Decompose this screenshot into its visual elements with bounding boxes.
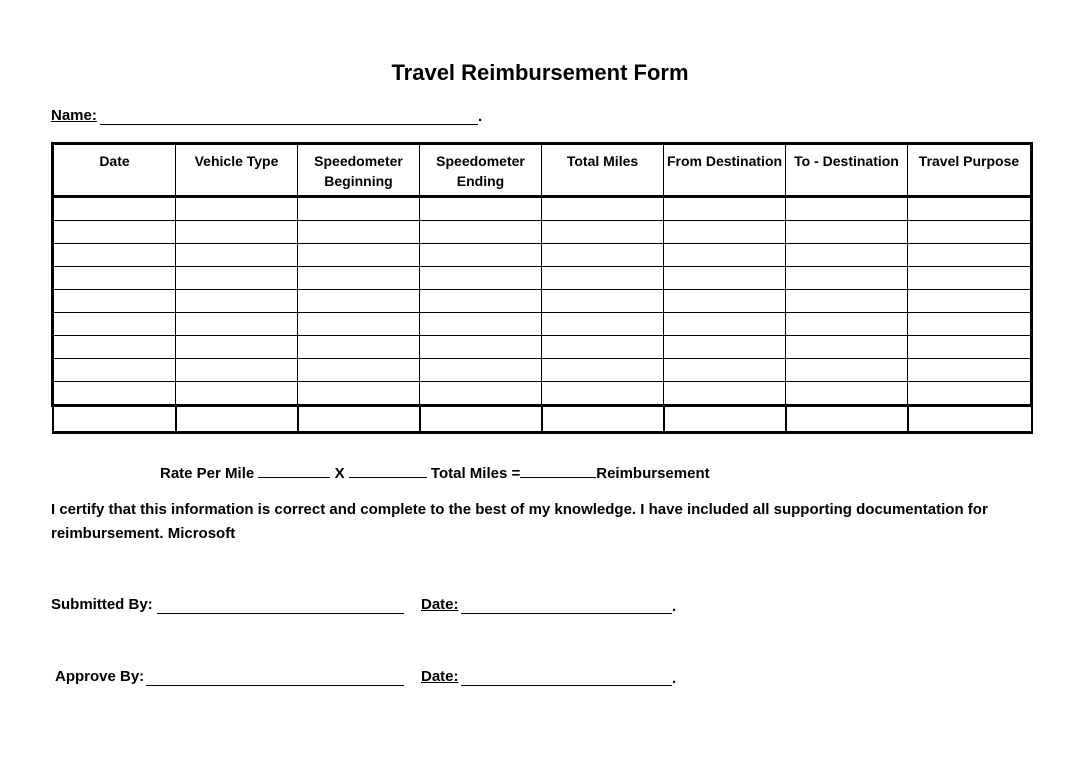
- table-cell[interactable]: [664, 290, 786, 313]
- name-label: Name:: [51, 107, 97, 124]
- submitted-terminator: .: [672, 598, 677, 615]
- table-cell[interactable]: [298, 221, 420, 244]
- submitted-date-field[interactable]: [461, 613, 672, 614]
- reimbursement-label: Reimbursement: [596, 465, 710, 482]
- table-cell[interactable]: [176, 221, 298, 244]
- table-cell[interactable]: [542, 221, 664, 244]
- rate-per-mile-field[interactable]: [258, 463, 330, 478]
- approve-terminator: .: [672, 670, 677, 687]
- table-cell[interactable]: [786, 197, 908, 221]
- table-cell[interactable]: [298, 382, 420, 406]
- table-row: [53, 290, 1032, 313]
- table-cell[interactable]: [420, 313, 542, 336]
- table-cell[interactable]: [908, 382, 1032, 406]
- table-row: [53, 313, 1032, 336]
- table-cell[interactable]: [298, 244, 420, 267]
- column-header-total-miles: Total Miles: [542, 144, 664, 197]
- table-cell[interactable]: [176, 197, 298, 221]
- approve-by-field[interactable]: [146, 685, 404, 686]
- table-cell[interactable]: [786, 221, 908, 244]
- table-cell[interactable]: [53, 313, 176, 336]
- table-cell[interactable]: [53, 244, 176, 267]
- table-cell[interactable]: [664, 197, 786, 221]
- table-cell[interactable]: [542, 336, 664, 359]
- table-cell[interactable]: [786, 313, 908, 336]
- table-row: [53, 221, 1032, 244]
- table-cell[interactable]: [298, 313, 420, 336]
- column-header-speedometer-beginning: Speedometer Beginning: [298, 144, 420, 197]
- table-cell[interactable]: [420, 406, 542, 433]
- table-cell[interactable]: [542, 313, 664, 336]
- table-cell[interactable]: [664, 336, 786, 359]
- table-cell[interactable]: [908, 221, 1032, 244]
- table-cell[interactable]: [908, 197, 1032, 221]
- table-row: [53, 267, 1032, 290]
- table-cell[interactable]: [298, 197, 420, 221]
- table-cell[interactable]: [176, 382, 298, 406]
- column-header-speedometer-ending: Speedometer Ending: [420, 144, 542, 197]
- table-cell[interactable]: [420, 290, 542, 313]
- table-cell[interactable]: [420, 244, 542, 267]
- table-cell[interactable]: [53, 406, 176, 433]
- table-cell[interactable]: [53, 359, 176, 382]
- table-cell[interactable]: [908, 313, 1032, 336]
- multiply-symbol: X: [334, 465, 345, 482]
- table-cell[interactable]: [176, 244, 298, 267]
- table-cell[interactable]: [542, 197, 664, 221]
- table-cell[interactable]: [176, 336, 298, 359]
- table-cell[interactable]: [664, 382, 786, 406]
- table-cell[interactable]: [420, 221, 542, 244]
- table-total-row: [53, 406, 1032, 433]
- table-cell[interactable]: [786, 382, 908, 406]
- table-cell[interactable]: [908, 244, 1032, 267]
- table-cell[interactable]: [542, 267, 664, 290]
- table-row: [53, 359, 1032, 382]
- certification-statement: I certify that this information is correct and complete to the best of my knowledge. I have included all supporting documentation for reimbursement. Microsoft: [51, 501, 988, 542]
- table-cell[interactable]: [176, 359, 298, 382]
- submitted-by-label: Submitted By:: [51, 596, 153, 613]
- table-cell[interactable]: [786, 244, 908, 267]
- table-row: [53, 336, 1032, 359]
- name-field[interactable]: [100, 124, 478, 125]
- table-cell[interactable]: [176, 290, 298, 313]
- table-header-row: [53, 144, 1032, 197]
- table-cell[interactable]: [420, 197, 542, 221]
- table-cell[interactable]: [298, 359, 420, 382]
- approve-date-label: Date:: [421, 668, 459, 685]
- column-header-from-destination: From Destination: [664, 144, 786, 197]
- total-miles-field[interactable]: [520, 463, 596, 478]
- table-cell[interactable]: [786, 359, 908, 382]
- table-cell[interactable]: [542, 359, 664, 382]
- table-cell[interactable]: [176, 313, 298, 336]
- table-cell[interactable]: [298, 267, 420, 290]
- table-cell[interactable]: [53, 382, 176, 406]
- table-cell[interactable]: [664, 406, 786, 433]
- column-header-date: Date: [53, 144, 176, 197]
- reimbursement-calculation: [160, 463, 710, 482]
- table-cell[interactable]: [664, 313, 786, 336]
- table-cell[interactable]: [542, 382, 664, 406]
- table-cell[interactable]: [664, 221, 786, 244]
- table-cell[interactable]: [908, 290, 1032, 313]
- table-cell[interactable]: [298, 406, 420, 433]
- table-row: [53, 382, 1032, 406]
- table-cell[interactable]: [298, 336, 420, 359]
- table-cell[interactable]: [53, 290, 176, 313]
- table-cell[interactable]: [176, 406, 298, 433]
- table-row: [53, 197, 1032, 221]
- table-cell[interactable]: [786, 406, 908, 433]
- table-cell[interactable]: [176, 267, 298, 290]
- table-cell[interactable]: [53, 267, 176, 290]
- table-row: [53, 244, 1032, 267]
- travel-log-table: [51, 142, 1033, 434]
- table-cell[interactable]: [420, 336, 542, 359]
- total-miles-label: Total Miles =: [430, 465, 521, 482]
- table-cell[interactable]: [542, 406, 664, 433]
- table-cell[interactable]: [420, 359, 542, 382]
- table-cell[interactable]: [786, 267, 908, 290]
- table-cell[interactable]: [908, 406, 1032, 433]
- column-header-vehicle-type: Vehicle Type: [176, 144, 298, 197]
- table-cell[interactable]: [420, 267, 542, 290]
- table-cell[interactable]: [53, 221, 176, 244]
- table-cell[interactable]: [664, 359, 786, 382]
- table-cell[interactable]: [53, 336, 176, 359]
- table-cell[interactable]: [542, 244, 664, 267]
- table-cell[interactable]: [786, 290, 908, 313]
- approve-date-field[interactable]: [461, 685, 672, 686]
- table-cell[interactable]: [664, 244, 786, 267]
- name-terminator: .: [478, 108, 483, 125]
- table-cell[interactable]: [786, 336, 908, 359]
- table-cell[interactable]: [908, 336, 1032, 359]
- table-cell[interactable]: [298, 290, 420, 313]
- submitted-date-label: Date:: [421, 596, 459, 613]
- table-cell[interactable]: [420, 382, 542, 406]
- table-cell[interactable]: [664, 267, 786, 290]
- rate-per-mile-label: Rate Per Mile: [160, 465, 255, 482]
- table-cell[interactable]: [908, 267, 1032, 290]
- column-header-travel-purpose: Travel Purpose: [908, 144, 1032, 197]
- table-cell[interactable]: [908, 359, 1032, 382]
- column-header-to-destination: To - Destination: [786, 144, 908, 197]
- approve-by-label: Approve By:: [55, 668, 145, 685]
- submitted-by-field[interactable]: [157, 613, 404, 614]
- table-cell[interactable]: [542, 290, 664, 313]
- multiplier-field[interactable]: [349, 463, 427, 478]
- form-title: Travel Reimbursement Form: [391, 60, 689, 85]
- table-cell[interactable]: [53, 197, 176, 221]
